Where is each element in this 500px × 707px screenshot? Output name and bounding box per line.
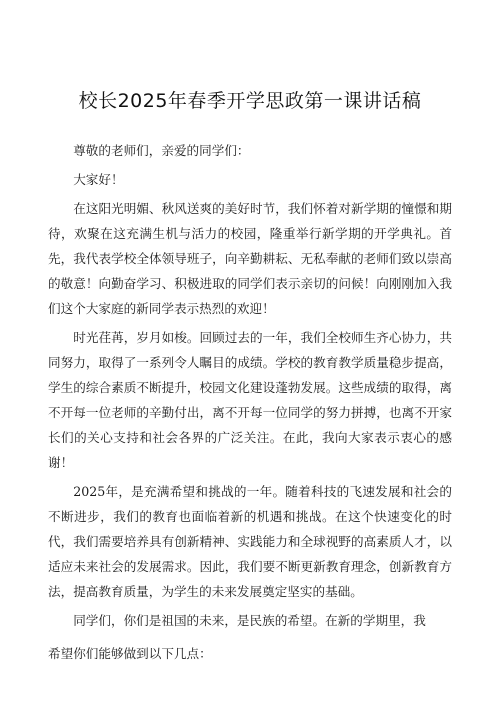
paragraph: 在这阳光明媚、秋风送爽的美好时节，我们怀着对新学期的憧憬和期待，欢聚在这充满生机与活力的校园，隆重举行新学期的开学典礼。首先，我代表学校全体领导班子，向辛勤耕耘、无私奉献的老师们致以崇高的敬意！向勤奋学习、积极进取的同学们表示亲切的问候！向刚刚加入我们这个大家庭的新同学表示热烈的欢迎！ bbox=[48, 201, 452, 316]
paragraph: 2025年，是充满希望和挑战的一年。随着科技的飞速发展和社会的不断进步，我们的教育也面临着新的机遇和挑战。在这个快速变化的时代，我们需要培养具有创新精神、实践能力和全球视野的高素质人才，以适应未来社会的发展需求。因此，我们要不断更新教育理念，创新教育方法，提高教育质量，为学生的未来发展奠定坚实的基础。 bbox=[48, 484, 452, 599]
paragraph: 同学们，你们是祖国的未来，是民族的希望。在新的学期里，我 bbox=[73, 613, 426, 628]
salutation: 尊敬的老师们，亲爱的同学们： bbox=[73, 143, 250, 158]
paragraph: 时光荏苒，岁月如梭。回顾过去的一年，我们全校师生齐心协力，共同努力，取得了一系列令人瞩目的成绩。学校的教育教学质量稳步提高，学生的综合素质不断提升，校园文化建设蓬勃发展。这些成绩的取得，离不开每一位老师的辛勤付出，离不开每一位同学的努力拼搏，也离不开家长们的关心支持和社会各界的广泛关注。在此，我向大家表示衷心的感谢！ bbox=[48, 330, 452, 470]
document-body bbox=[48, 138, 452, 670]
paragraph-continuation: 希望你们能够做到以下几点： bbox=[48, 646, 212, 661]
document-title: 校长2025年春季开学思政第一课讲话稿 bbox=[78, 90, 422, 112]
greeting: 大家好！ bbox=[73, 172, 124, 187]
